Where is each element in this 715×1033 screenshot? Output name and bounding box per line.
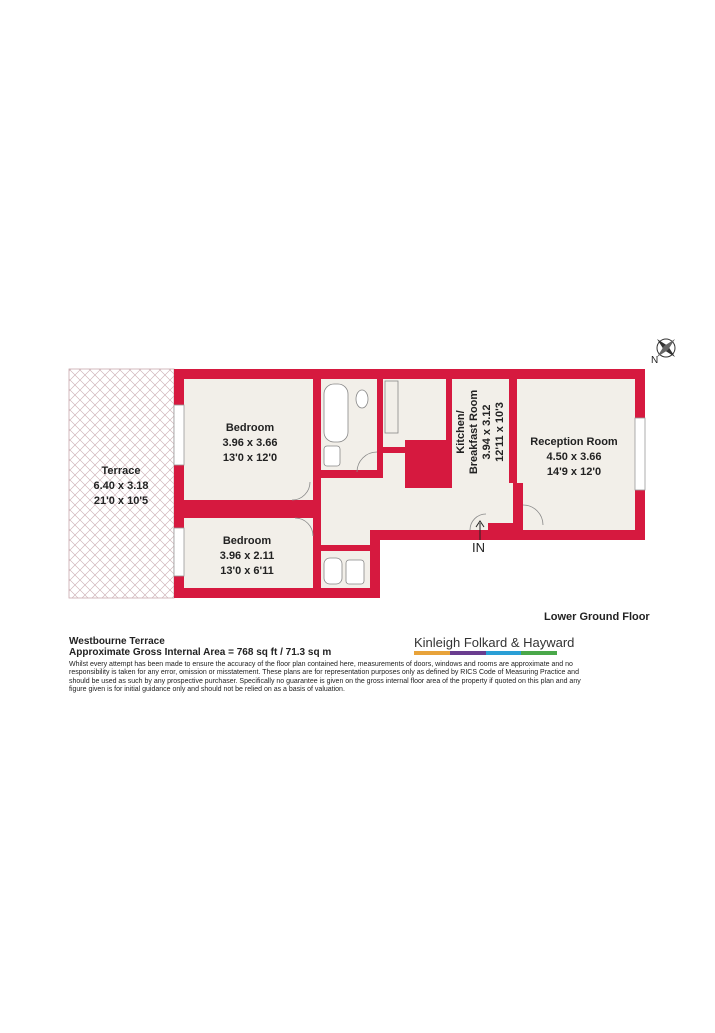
- disclaimer: Whilst every attempt has been made to ensure the accuracy of the floor plan contained here, measurements of doors, windows and rooms are approximate and no responsibility is taken for any error, omission or misstatement. These plans are for representation purposes only as defined by RICS Code of Measuring Practice and should be used as such by any prospective purchaser. Specifically no guarantee is given on the gross internal floor area of the property if quoted on this plan and any figure given is for initial guidance only and should not be relied on as a basis of valuation.: [69, 661, 581, 693]
- walls: [174, 369, 645, 598]
- gross-area: Approximate Gross Internal Area = 768 sq ft / 71.3 sq m: [69, 647, 332, 658]
- entrance-label: IN: [472, 540, 485, 555]
- brand-name: Kinleigh Folkard & Hayward: [414, 635, 575, 650]
- terrace-name: Terrace: [101, 465, 141, 477]
- bedroom1-name: Bedroom: [225, 422, 275, 434]
- brand-color-bar: [414, 651, 557, 655]
- bedroom2-metric: 3.96 x 2.11: [219, 550, 275, 562]
- floor-label: Lower Ground Floor: [544, 611, 650, 623]
- reception-name: Reception Room: [530, 436, 618, 448]
- kitchen-name-line2: Breakfast Room: [468, 389, 480, 475]
- brand-bar-segment: [486, 651, 522, 655]
- compass-north-label: N: [651, 355, 659, 366]
- terrace-metric: 6.40 x 3.18: [93, 480, 149, 492]
- kitchen-imperial: 12'11 x 10'3: [494, 402, 506, 462]
- bedroom1-metric: 3.96 x 3.66: [222, 437, 278, 449]
- kitchen-name-line1: Kitchen/: [455, 410, 467, 454]
- bedroom1-imperial: 13'0 x 12'0: [222, 452, 278, 464]
- compass-icon: [657, 339, 675, 357]
- property-address: Westbourne Terrace: [69, 636, 165, 647]
- reception-imperial: 14'9 x 12'0: [546, 466, 602, 478]
- reception-metric: 4.50 x 3.66: [546, 451, 602, 463]
- brand-bar-segment: [521, 651, 557, 655]
- bedroom2-imperial: 13'0 x 6'11: [220, 565, 274, 577]
- brand-bar-segment: [414, 651, 450, 655]
- terrace-imperial: 21'0 x 10'5: [93, 495, 149, 507]
- brand-bar-segment: [450, 651, 486, 655]
- kitchen-metric: 3.94 x 3.12: [481, 404, 493, 460]
- bedroom2-name: Bedroom: [222, 535, 272, 547]
